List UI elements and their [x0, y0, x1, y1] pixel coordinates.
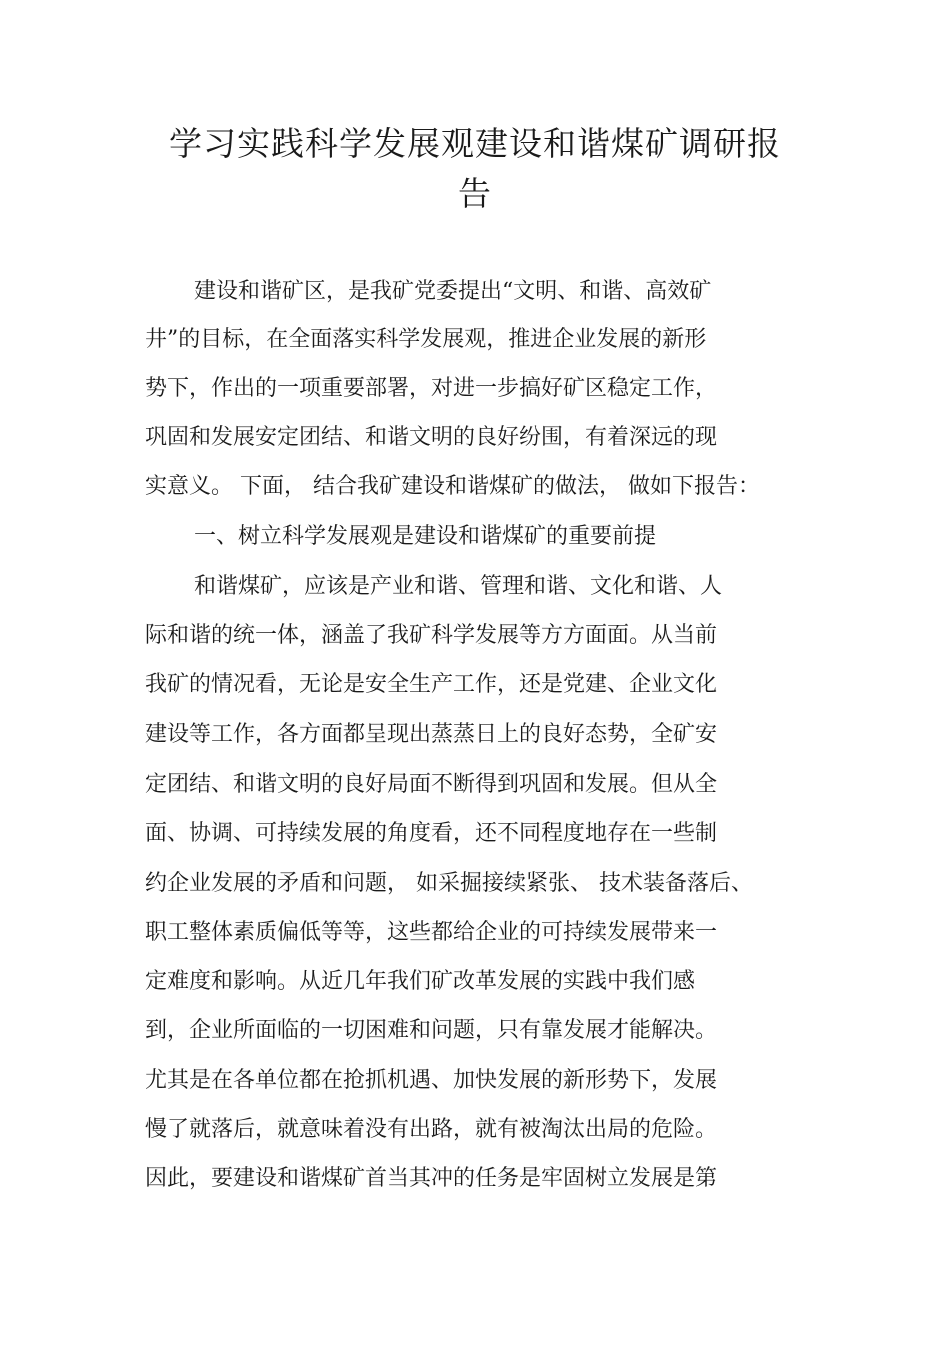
- paragraph-line: 定难度和影响。从近几年我们矿改革发展的实践中我们感: [145, 969, 696, 994]
- paragraph-line: 巩固和发展安定团结、和谐文明的良好纷围，有着深远的现: [145, 425, 718, 450]
- paragraph-line: 定团结、和谐文明的良好局面不断得到巩固和发展。但从全: [145, 772, 718, 797]
- document-title-line-1: 学习实践科学发展观建设和谐煤矿调研报: [169, 124, 781, 163]
- paragraph-line: 和谐煤矿，应该是产业和谐、管理和谐、文化和谐、人: [194, 574, 723, 599]
- paragraph-line: 我矿的情况看，无论是安全生产工作，还是党建、企业文化: [145, 672, 718, 697]
- paragraph-line: 面、协调、可持续发展的角度看，还不同程度地存在一些制: [145, 821, 718, 846]
- document-title-line-2: 告: [458, 174, 492, 213]
- section-heading: 一、树立科学发展观是建设和谐煤矿的重要前提: [194, 524, 657, 549]
- paragraph-line: 建设和谐矿区，是我矿党委提出“文明、和谐、高效矿: [194, 279, 712, 304]
- paragraph-line: 尤其是在各单位都在抢抓机遇、加快发展的新形势下，发展: [145, 1068, 718, 1093]
- paragraph-line: 建设等工作，各方面都呈现出蒸蒸日上的良好态势，全矿安: [145, 722, 718, 747]
- paragraph-line: 因此，要建设和谐煤矿首当其冲的任务是牢固树立发展是第: [145, 1166, 718, 1191]
- paragraph-line: 际和谐的统一体，涵盖了我矿科学发展等方方面面。从当前: [145, 623, 718, 648]
- paragraph-line: 慢了就落后，就意味着没有出路，就有被淘汰出局的危险。: [145, 1117, 718, 1142]
- paragraph-line: 职工整体素质偏低等等，这些都给企业的可持续发展带来一: [145, 920, 718, 945]
- paragraph-line: 井”的目标，在全面落实科学发展观，推进企业发展的新形: [145, 327, 707, 352]
- paragraph-line: 到，企业所面临的一切困难和问题，只有靠发展才能解决。: [145, 1018, 718, 1043]
- paragraph-line: 实意义。 下面， 结合我矿建设和谐煤矿的做法， 做如下报告：: [145, 474, 760, 499]
- paragraph-line: 势下，作出的一项重要部署，对进一步搞好矿区稳定工作，: [145, 376, 718, 401]
- paragraph-line: 约企业发展的矛盾和问题， 如采掘接续紧张、 技术装备落后、: [145, 871, 753, 896]
